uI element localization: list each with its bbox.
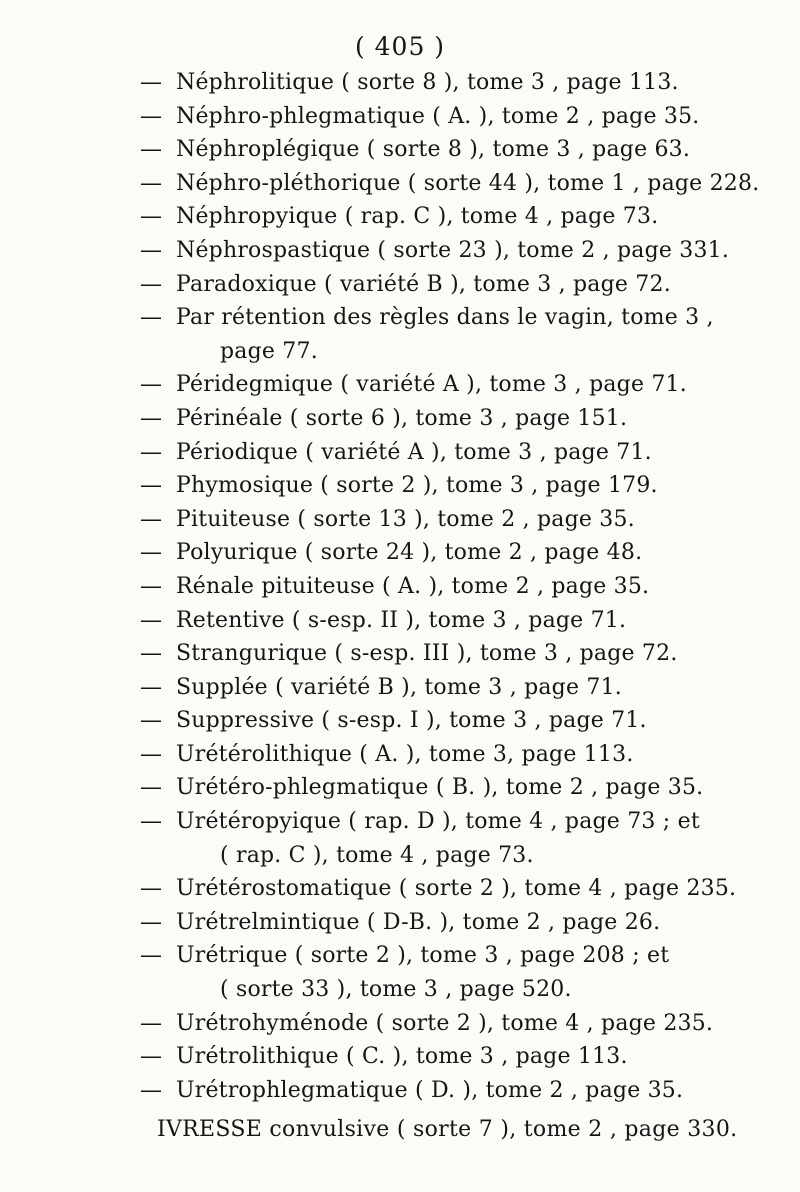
- index-entry: [0, 268, 800, 302]
- index-entry: [0, 200, 800, 234]
- entry-text: Suppressive ( s-esp. I ), tome 3 , page 71.: [176, 708, 647, 734]
- entry-dash: —: [140, 103, 162, 129]
- entry-dash: —: [140, 271, 162, 297]
- entry-text: Phymosique ( sorte 2 ), tome 3 , page 179.: [176, 473, 658, 499]
- entry-dash: —: [140, 70, 162, 95]
- entry-text: Urétérostomatique ( sorte 2 ), tome 4 , page 235.: [176, 876, 737, 902]
- entry-text: Urétrolithique ( C. ), tome 3 , page 113.: [176, 1044, 628, 1070]
- entry-text: Néphro-phlegmatique ( A. ), tome 2 , page 35.: [176, 103, 700, 129]
- entry-text: Urétérolithique ( A. ), tome 3, page 113.: [176, 741, 634, 767]
- entry-text: Pituiteuse ( sorte 13 ), tome 2 , page 35.: [176, 506, 635, 532]
- entry-text: Périodique ( variété A ), tome 3 , page 71.: [176, 439, 652, 465]
- entry-text: Par rétention des règles dans le vagin, tome 3 ,: [176, 305, 714, 331]
- entry-text: Urétéropyique ( rap. D ), tome 4 , page 73 ; et: [176, 809, 700, 835]
- entry-dash: —: [140, 506, 162, 532]
- index-entry: [0, 637, 800, 671]
- index-entry: [0, 1040, 800, 1074]
- entry-dash: —: [140, 607, 162, 633]
- index-entries: [0, 66, 800, 1147]
- entry-text: Urétrophlegmatique ( D. ), tome 2 , page 35.: [176, 1077, 684, 1103]
- index-entry: [0, 100, 800, 134]
- index-entry: [0, 133, 800, 167]
- entry-dash: —: [140, 372, 162, 398]
- entry-text: Néphropyique ( rap. C ), tome 4 , page 73.: [176, 204, 659, 230]
- entry-text: Péridegmique ( variété A ), tome 3 , page 71.: [176, 372, 687, 398]
- entry-dash: —: [140, 775, 162, 801]
- index-entry: [0, 1074, 800, 1108]
- entry-dash: —: [140, 237, 162, 263]
- entry-text: Néphrospastique ( sorte 23 ), tome 2 , page 331.: [176, 237, 730, 263]
- index-entry: [0, 368, 800, 402]
- entry-text: IVRESSE convulsive ( sorte 7 ), tome 2 , page 330.: [157, 1117, 738, 1143]
- index-entry: [0, 469, 800, 503]
- index-entry: [0, 167, 800, 201]
- index-entry-continuation: [0, 839, 800, 873]
- index-entry: [0, 436, 800, 470]
- index-entry: [0, 1007, 800, 1041]
- index-entry: [0, 66, 800, 100]
- index-entry: [0, 402, 800, 436]
- index-entry: [0, 301, 800, 335]
- index-entry: [0, 234, 800, 268]
- index-entry: [0, 704, 800, 738]
- entry-text: Strangurique ( s-esp. III ), tome 3 , page 72.: [176, 641, 678, 667]
- entry-text: Paradoxique ( variété B ), tome 3 , page 72.: [176, 271, 671, 297]
- entry-text: Néphrolitique ( sorte 8 ), tome 3 , page 113.: [176, 70, 679, 95]
- entry-dash: —: [140, 909, 162, 935]
- entry-text: Néphro-pléthorique ( sorte 44 ), tome 1 , page 228.: [176, 170, 760, 196]
- entry-dash: —: [140, 473, 162, 499]
- entry-text: Supplée ( variété B ), tome 3 , page 71.: [176, 674, 622, 700]
- index-entry: [0, 805, 800, 839]
- entry-text: Urétéro-phlegmatique ( B. ), tome 2 , page 35.: [176, 775, 704, 801]
- index-entry-continuation: [0, 973, 800, 1007]
- index-entry-continuation: [0, 335, 800, 369]
- entry-dash: —: [140, 405, 162, 431]
- entry-text: Périnéale ( sorte 6 ), tome 3 , page 151.: [176, 405, 628, 431]
- entry-dash: —: [140, 204, 162, 230]
- index-entry: [0, 570, 800, 604]
- entry-text: Urétrelmintique ( D-B. ), tome 2 , page 26.: [176, 909, 661, 935]
- entry-text: Rénale pituiteuse ( A. ), tome 2 , page 35.: [176, 573, 650, 599]
- index-entry: [0, 671, 800, 705]
- entry-dash: —: [140, 876, 162, 902]
- entry-text: ( sorte 33 ), tome 3 , page 520.: [220, 977, 572, 1003]
- index-entry: [0, 939, 800, 973]
- entry-dash: —: [140, 943, 162, 969]
- entry-text: Néphroplégique ( sorte 8 ), tome 3 , page 63.: [176, 137, 691, 163]
- entry-text: Polyurique ( sorte 24 ), tome 2 , page 48.: [176, 540, 643, 566]
- index-entry: [0, 872, 800, 906]
- entry-text: Urétrique ( sorte 2 ), tome 3 , page 208 ; et: [176, 943, 670, 969]
- page-number: ( 405 ): [354, 32, 446, 61]
- entry-dash: —: [140, 674, 162, 700]
- index-entry: [0, 771, 800, 805]
- index-entry: [0, 906, 800, 940]
- entry-dash: —: [140, 1077, 162, 1103]
- entry-dash: —: [140, 741, 162, 767]
- entry-dash: —: [140, 305, 162, 331]
- index-entry: [0, 503, 800, 537]
- entry-text: Retentive ( s-esp. II ), tome 3 , page 71.: [176, 607, 627, 633]
- entry-dash: —: [140, 1044, 162, 1070]
- entry-dash: —: [140, 1010, 162, 1036]
- index-entry: [0, 738, 800, 772]
- index-heading-entry: [0, 1113, 800, 1147]
- entry-dash: —: [140, 540, 162, 566]
- entry-dash: —: [140, 809, 162, 835]
- entry-dash: —: [140, 573, 162, 599]
- entry-text: page 77.: [220, 338, 318, 364]
- entry-dash: —: [140, 170, 162, 196]
- entry-text: ( rap. C ), tome 4 , page 73.: [220, 842, 534, 868]
- entry-dash: —: [140, 708, 162, 734]
- entry-dash: —: [140, 439, 162, 465]
- entry-text: Urétrohyménode ( sorte 2 ), tome 4 , page 235.: [176, 1010, 714, 1036]
- index-entry: [0, 536, 800, 570]
- index-entry: [0, 604, 800, 638]
- entry-dash: —: [140, 641, 162, 667]
- entry-dash: —: [140, 137, 162, 163]
